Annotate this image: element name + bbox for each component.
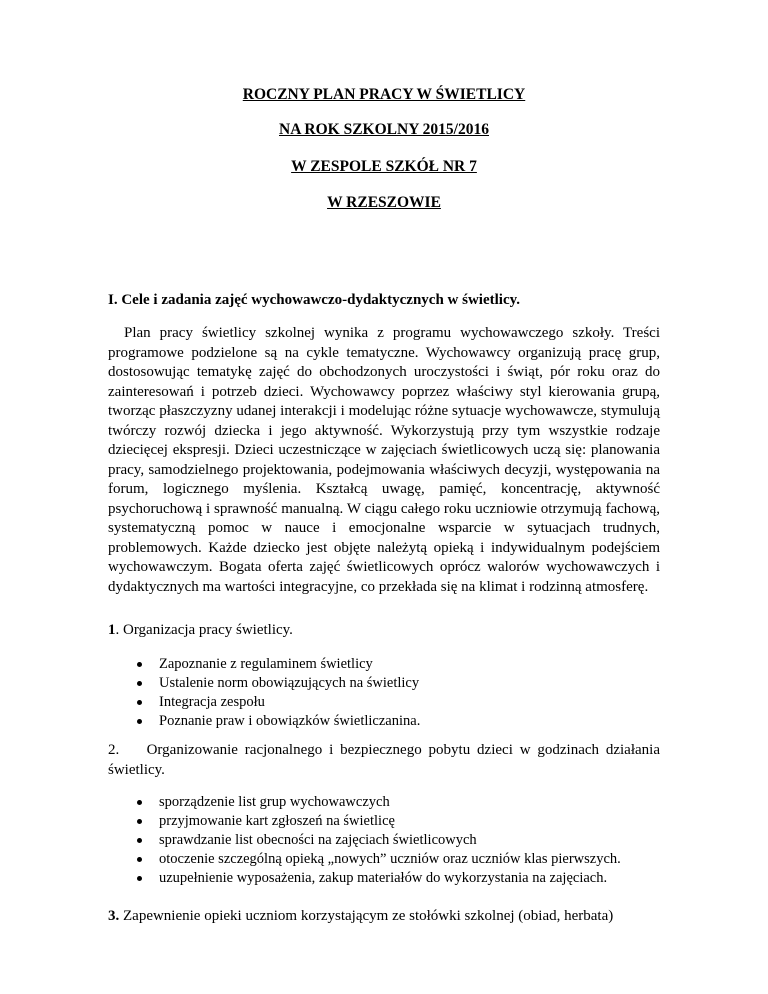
item-1-heading xyxy=(108,621,660,641)
bullet-icon xyxy=(137,719,142,724)
document-title-line-4: W RZESZOWIE xyxy=(327,194,441,211)
list-item xyxy=(137,655,420,674)
document-title-line-2: NA ROK SZKOLNY 2015/2016 xyxy=(279,121,489,138)
list-item xyxy=(137,674,420,693)
bullet-icon xyxy=(137,819,142,824)
item-2-heading xyxy=(108,741,664,780)
item-2-list xyxy=(137,793,621,888)
list-item-text: uzupełnienie wyposażenia, zakup materiałów do wykorzystania na zajęciach. xyxy=(159,870,608,886)
item-2-title: . Organizowanie racjonalnego i bezpiecznego pobytu dzieci w godzinach działania świetlicy. xyxy=(108,742,664,778)
list-item xyxy=(137,812,621,831)
item-3-title: Zapewnienie opieki uczniom korzystającym ze stołówki szkolnej (obiad, herbata) xyxy=(119,908,614,924)
list-item xyxy=(137,712,420,731)
item-1-list xyxy=(137,655,420,731)
list-item xyxy=(137,831,621,850)
item-3-heading xyxy=(108,907,660,927)
bullet-icon xyxy=(137,681,142,686)
bullet-icon xyxy=(137,838,142,843)
item-2-number: 2 xyxy=(108,742,116,758)
list-item-text: Integracja zespołu xyxy=(159,694,265,710)
list-item-text: otoczenie szczególną opieką „nowych” uczniów oraz uczniów klas pierwszych. xyxy=(159,851,621,867)
list-item-text: Zapoznanie z regulaminem świetlicy xyxy=(159,656,373,672)
section-heading: I. Cele i zadania zajęć wychowawczo-dydaktycznych w świetlicy. xyxy=(108,292,521,308)
list-item-text: przyjmowanie kart zgłoszeń na świetlicę xyxy=(159,813,395,829)
bullet-icon xyxy=(137,857,142,862)
item-1-title: . Organizacja pracy świetlicy. xyxy=(115,622,293,638)
list-item-text: Poznanie praw i obowiązków świetliczanina. xyxy=(159,713,421,729)
bullet-icon xyxy=(137,662,142,667)
document-title-line-3: W ZESPOLE SZKÓŁ NR 7 xyxy=(291,158,477,175)
list-item-text: Ustalenie norm obowiązujących na świetlicy xyxy=(159,675,420,691)
list-item xyxy=(137,793,621,812)
bullet-icon xyxy=(137,876,142,881)
item-3-number: 3. xyxy=(108,908,120,924)
list-item-text: sprawdzanie list obecności na zajęciach świetlicowych xyxy=(159,832,477,848)
item-1-number: 1 xyxy=(108,622,116,638)
list-item-text: sporządzenie list grup wychowawczych xyxy=(159,794,390,810)
list-item xyxy=(137,850,621,869)
intro-paragraph: Plan pracy świetlicy szkolnej wynika z programu wychowawczego szkoły. Treści programowe podzielone są na cykle tematyczne. Wychowawcy organizują pracę grup, dostosowując tematykę zajęć do obchodzonych uroczystości i świąt, pór roku oraz do zainteresowań i potrzeb dzieci. Wychowawcy poprzez właściwy styl kierowania grupą, tworząc płaszczyzny udanej interakcji i modelując różne sytuacje wychowawcze, stymulują twórczy rozwój dziecka i jego aktywność. Wykorzystują przy tym wszystkie rodzaje dziecięcej ekspresji. Dzieci uczestniczące w zajęciach świetlicowych uczą się: planowania pracy, samodzielnego projektowania, podejmowania właściwych decyzji, występowania na forum, logicznego myślenia. Kształcą uwagę, pamięć, koncentrację, aktywność psychoruchową i sprawność manualną. W ciągu całego roku uczniowie otrzymują fachową, systematyczną pomoc w nauce i emocjonalne wsparcie w sytuacjach trudnych, problemowych. Każde dziecko jest objęte należytą opieką i indywidualnym podejściem wychowawczym. Bogata oferta zajęć świetlicowych oprócz walorów wychowawczych i dydaktycznych ma wartości integracyjne, co przekłada się na klimat i rodzinną atmosferę. xyxy=(108,325,660,595)
list-item xyxy=(137,869,621,888)
bullet-icon xyxy=(137,700,142,705)
list-item xyxy=(137,693,420,712)
document-title-line-1: ROCZNY PLAN PRACY W ŚWIETLICY xyxy=(242,86,526,103)
bullet-icon xyxy=(137,800,142,805)
